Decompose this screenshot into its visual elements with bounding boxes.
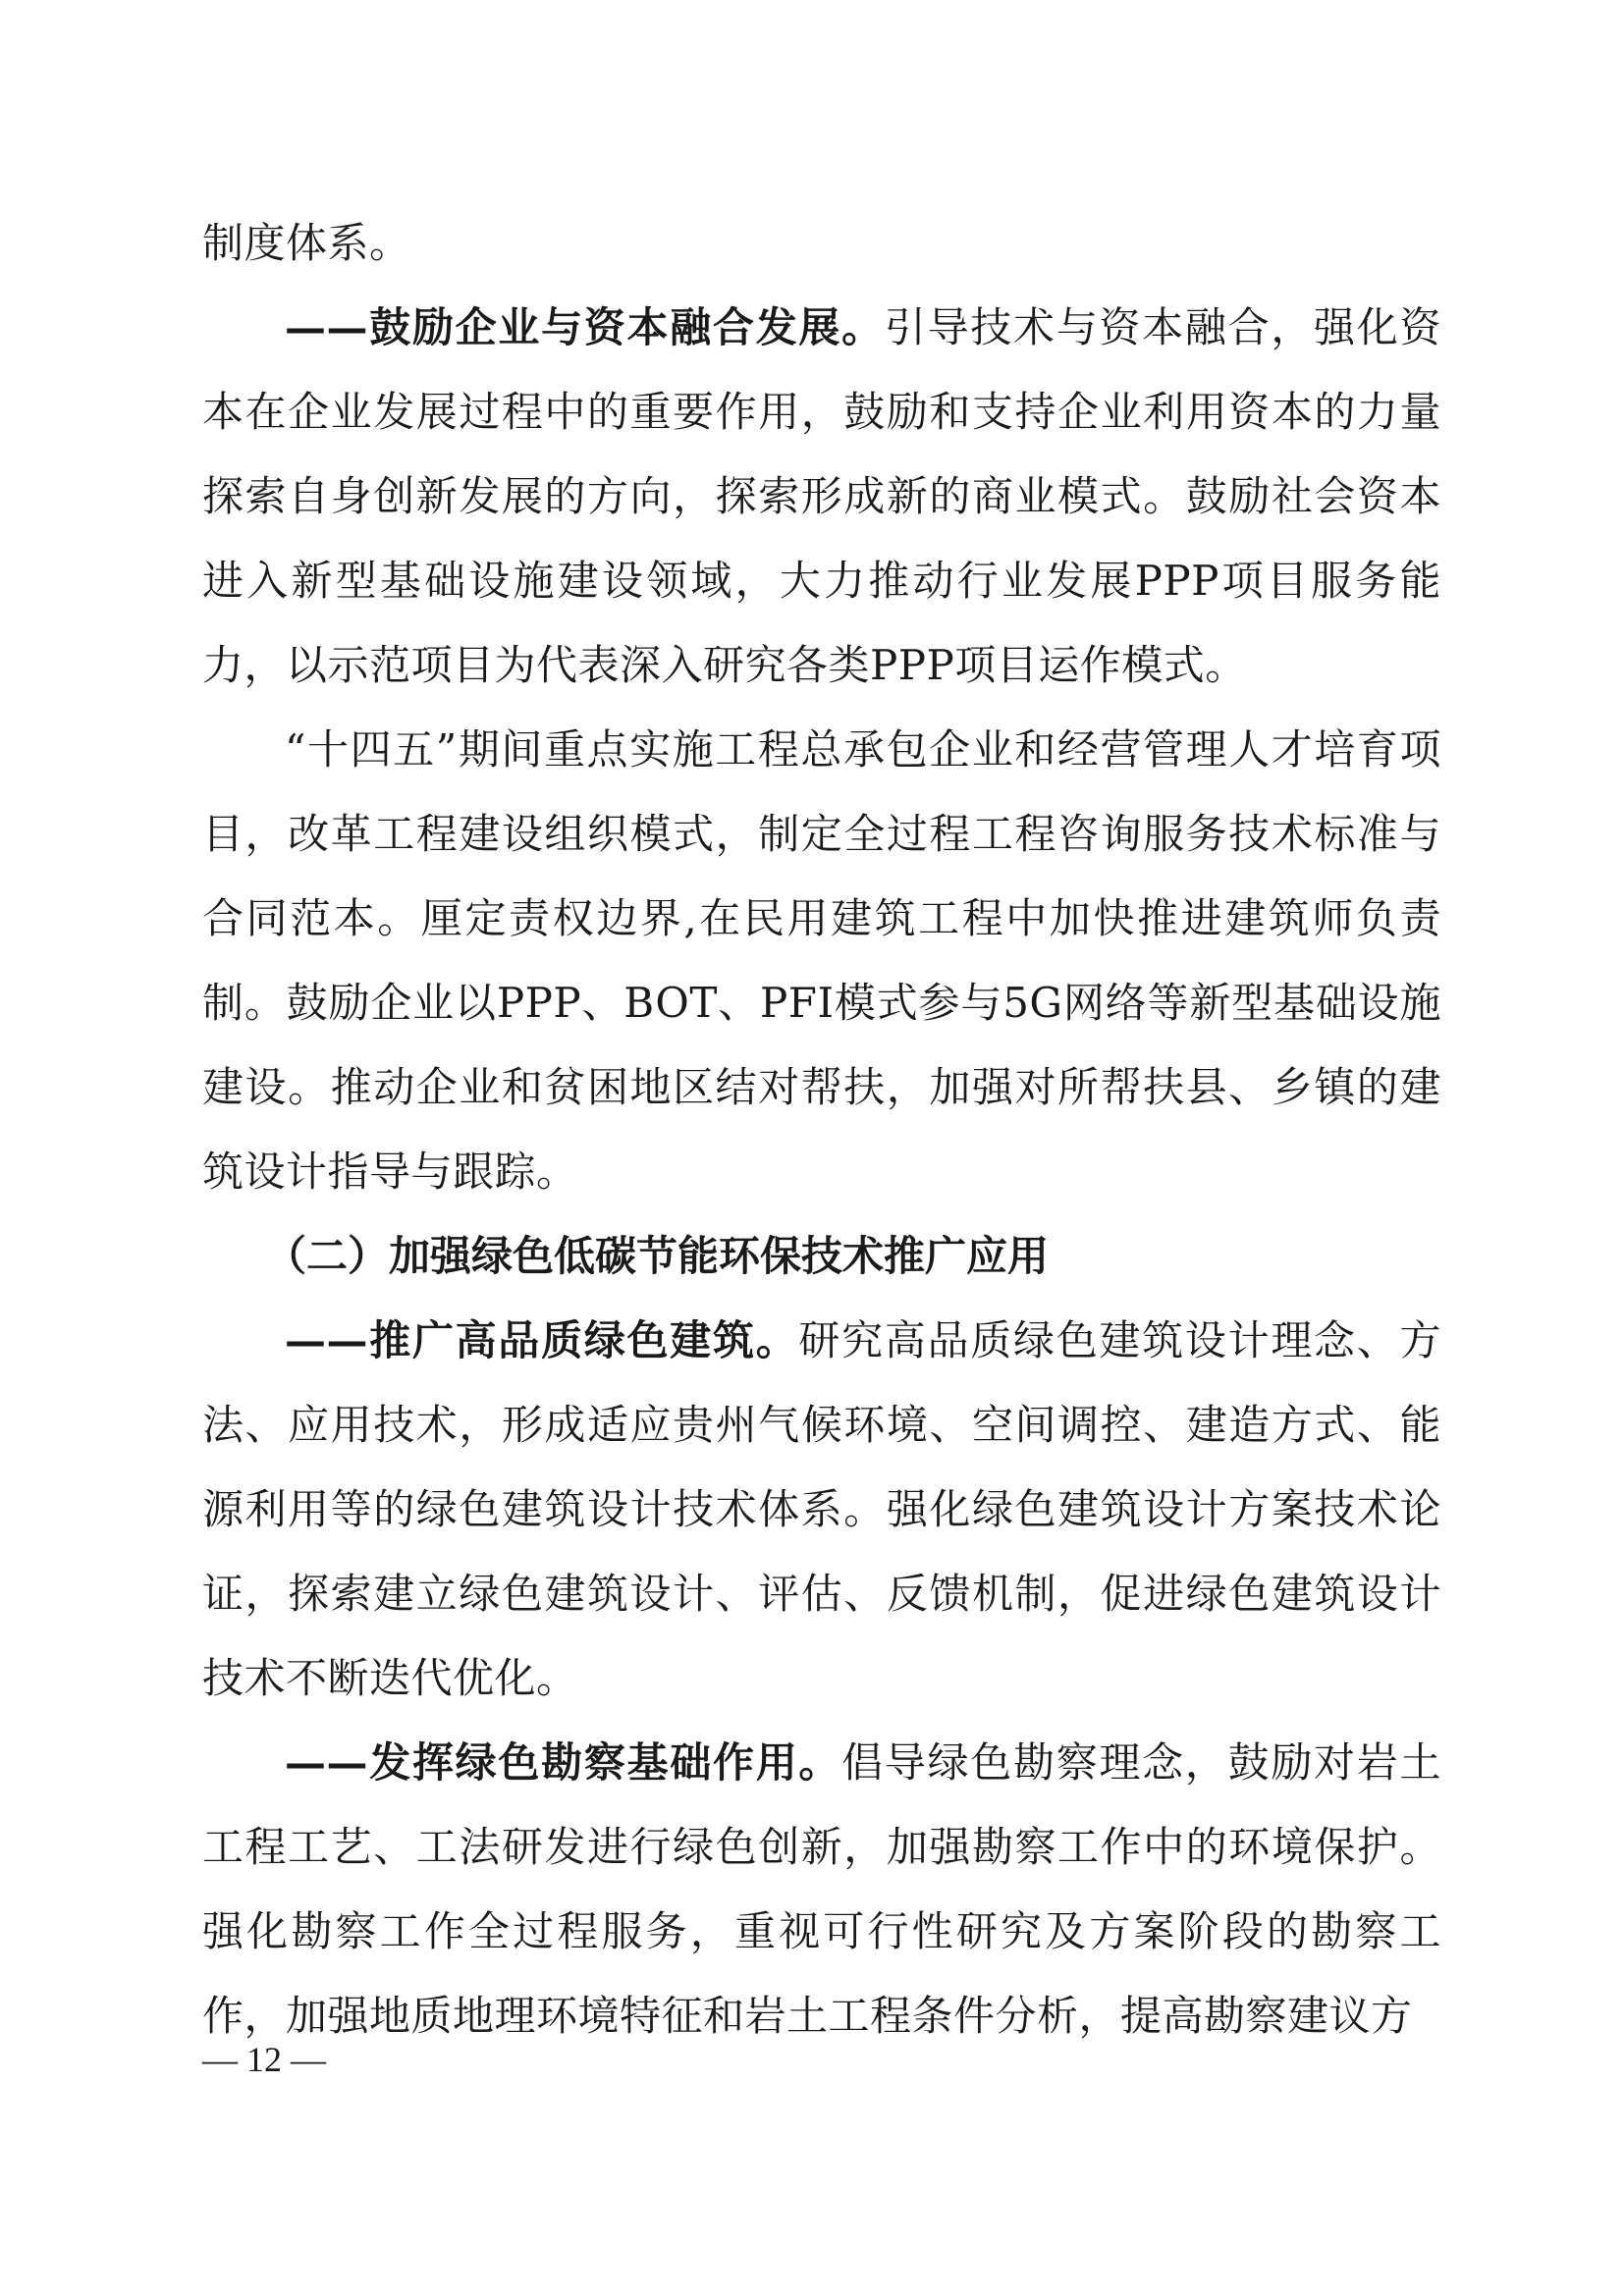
paragraph-green-survey <box>202 1721 1441 2058</box>
paragraph-continuation: 制度体系。 <box>202 219 411 267</box>
paragraph-green-building <box>202 1299 1441 1721</box>
page-number: — 12 — <box>202 2040 326 2079</box>
section-heading: （二）加强绿色低碳节能环保技术推广应用 <box>265 1232 1050 1280</box>
paragraph-body-green-survey: 倡导绿色勘察理念，鼓励对岩土工程工艺、工法研发进行绿色创新，加强勘察工作中的环境保护。强化勘察工作全过程服务，重视可行性研究及方案阶段的勘察工作，加强地质地理环境特征和岩土工程条件分析，提高勘察建议方 <box>202 1738 1441 2040</box>
document-body <box>202 201 1441 2058</box>
paragraph-lead-capital-integration: ——鼓励企业与资本融合发展。 <box>285 303 885 351</box>
paragraph-fourteenth-five-year: “十四五”期间重点实施工程总承包企业和经营管理人才培育项目，改革工程建设组织模式，制定全过程工程咨询服务技术标准与合同范本。厘定责权边界,在民用建筑工程中加快推进建筑师负责制。鼓励企业以PPP、BOT、PFI模式参与5G网络等新型基础设施建设。推动企业和贫困地区结对帮扶，加强对所帮扶县、乡镇的建筑设计指导与跟踪。 <box>202 725 1441 1196</box>
paragraph-lead-green-survey: ——发挥绿色勘察基础作用。 <box>285 1738 842 1787</box>
paragraph-body-capital-integration: 引导技术与资本融合，强化资本在企业发展过程中的重要作用，鼓励和支持企业利用资本的力量探索自身创新发展的方向，探索形成新的商业模式。鼓励社会资本进入新型基础设施建设领域，大力推动行业发展PPP项目服务能力，以示范项目为代表深入研究各类PPP项目运作模式。 <box>202 303 1441 689</box>
paragraph-lead-green-building: ——推广高品质绿色建筑。 <box>285 1316 799 1364</box>
paragraph-capital-integration <box>202 286 1441 708</box>
paragraph-body-green-building: 研究高品质绿色建筑设计理念、方法、应用技术，形成适应贵州气候环境、空间调控、建造方式、能源利用等的绿色建筑设计技术体系。强化绿色建筑设计方案技术论证，探索建立绿色建筑设计、评估、反馈机制，促进绿色建筑设计技术不断迭代优化。 <box>202 1316 1441 1702</box>
